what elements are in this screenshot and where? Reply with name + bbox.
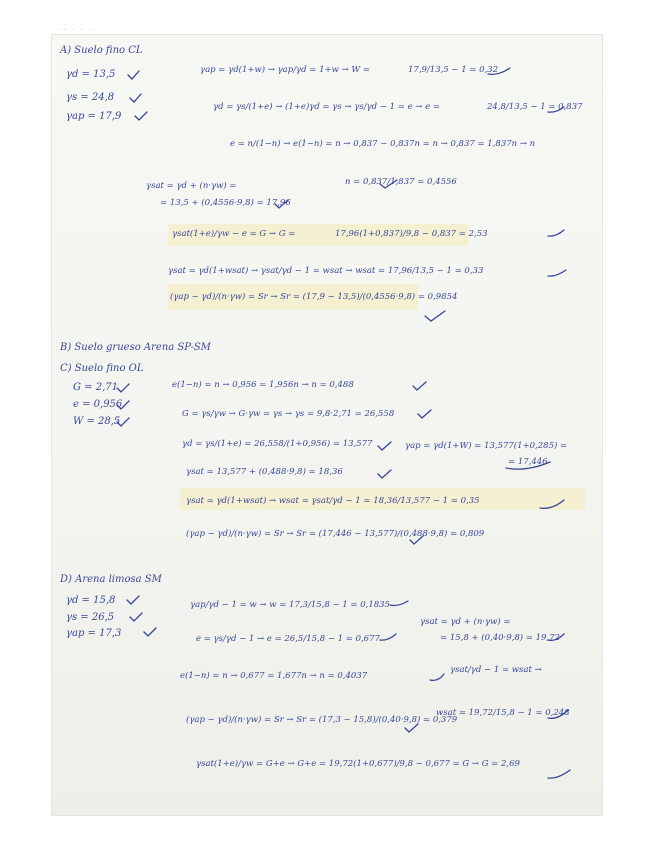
a-porosity-derivation: e = n/(1−n) → e(1−n) = n → 0,837 − 0,837n = n → 0,837 = 1,837n → n [230, 139, 536, 149]
c-saturated-unit-weight: γsat = 13,577 + (0,488·9,8) = 18,36 [186, 467, 343, 477]
d-void-ratio: e = γs/γd − 1 → e = 26,5/15,8 − 1 = 0,677 [196, 634, 380, 644]
a-gamma-s: γs = 24,8 [66, 92, 115, 103]
d-saturated-unit-weight-value: = 15,8 + (0,40·9,8) = 19,72 [440, 633, 560, 643]
a-gamma-ap: γap = 17,9 [66, 111, 122, 122]
d-saturated-water-content-value: wsat = 19,72/15,8 − 1 = 0,248 [436, 708, 570, 718]
c-apparent-unit-weight: γap = γd(1+W) = 13,577(1+0,285) = [405, 441, 568, 451]
c-solid-unit-weight: G = γs/γw → G·γw = γs → γs = 9,8·2,71 = 26,558 [182, 409, 395, 419]
c-degree-of-saturation: (γap − γd)/(n·γw) = Sr → Sr = (17,446 − 13,577)/(0,488·9,8) = 0,809 [186, 529, 485, 539]
notebook-page [52, 35, 602, 815]
a-water-content-result: 17,9/13,5 − 1 = 0,32 [408, 65, 499, 75]
c-dry-unit-weight: γd = γs/(1+e) = 26,558/(1+0,956) = 13,577 [182, 439, 373, 449]
c-apparent-unit-weight-value: = 17,446 [508, 457, 548, 467]
d-saturated-unit-weight-def: γsat = γd + (n·γw) = [420, 617, 511, 627]
d-degree-of-saturation: (γap − γd)/(n·γw) = Sr → Sr = (17,3 − 15,8)/(0,40·9,8) = 0,379 [186, 715, 458, 725]
d-specific-gravity: γsat(1+e)/γw = G+e → G+e = 19,72(1+0,677)/9,8 − 0,677 = G → G = 2,69 [196, 759, 520, 769]
d-gamma-d: γd = 15,8 [66, 595, 116, 606]
a-water-content-derivation: γap = γd(1+w) → γap/γd = 1+w → W = [200, 65, 370, 75]
d-water-content: γap/γd − 1 = w → w = 17,3/15,8 − 1 = 0,1835 [190, 600, 390, 610]
d-porosity-derivation: e(1−n) = n → 0,677 = 1,677n → n = 0,4037 [180, 671, 368, 681]
torn-header-scrap: ·· · · · [60, 26, 94, 34]
c-specific-gravity: G = 2,71 [73, 382, 118, 393]
c-void-ratio: e = 0,956 [73, 399, 123, 410]
c-water-content: W = 28,5 [73, 416, 121, 427]
a-gamma-d: γd = 13,5 [66, 69, 116, 80]
a-degree-of-saturation: (γap − γd)/(n·γw) = Sr → Sr = (17,9 − 13,5)/(0,4556·9,8) = 0,9854 [170, 292, 458, 302]
a-saturated-unit-weight-def: γsat = γd + (n·γw) = [146, 181, 237, 191]
a-specific-gravity-result: 17,96(1+0,837)/9,8 − 0,837 = 2,53 [335, 229, 488, 239]
d-gamma-ap: γap = 17,3 [66, 628, 122, 639]
a-saturated-unit-weight-value: = 13,5 + (0,4556·9,8) = 17,96 [160, 198, 291, 208]
section-c-title: C) Suelo fino OL [60, 363, 144, 374]
a-void-ratio-derivation: γd = γs/(1+e) → (1+e)γd = γs → γs/γd − 1 = e → e = [213, 102, 440, 112]
d-gamma-s: γs = 26,5 [66, 612, 115, 623]
a-void-ratio-result: 24,8/13,5 − 1 = 0,837 [487, 102, 583, 112]
section-d-title: D) Arena limosa SM [60, 574, 162, 585]
c-porosity-derivation: e(1−n) = n → 0,956 = 1,956n → n = 0,488 [172, 380, 354, 390]
a-specific-gravity-derivation: γsat(1+e)/γw − e = G → G = [172, 229, 296, 239]
a-porosity-value: n = 0,837/1,837 = 0,4556 [345, 177, 457, 187]
d-saturated-water-content-def: γsat/γd − 1 = wsat → [450, 665, 542, 675]
section-a-title: A) Suelo fino CL [60, 45, 143, 56]
a-saturated-water-content: γsat = γd(1+wsat) → γsat/γd − 1 = wsat → wsat = 17,96/13,5 − 1 = 0,33 [168, 266, 484, 276]
c-saturated-water-content: γsat = γd(1+wsat) → wsat = γsat/γd − 1 = 18,36/13,577 − 1 = 0,35 [186, 496, 480, 506]
section-b-title: B) Suelo grueso Arena SP-SM [60, 342, 211, 353]
